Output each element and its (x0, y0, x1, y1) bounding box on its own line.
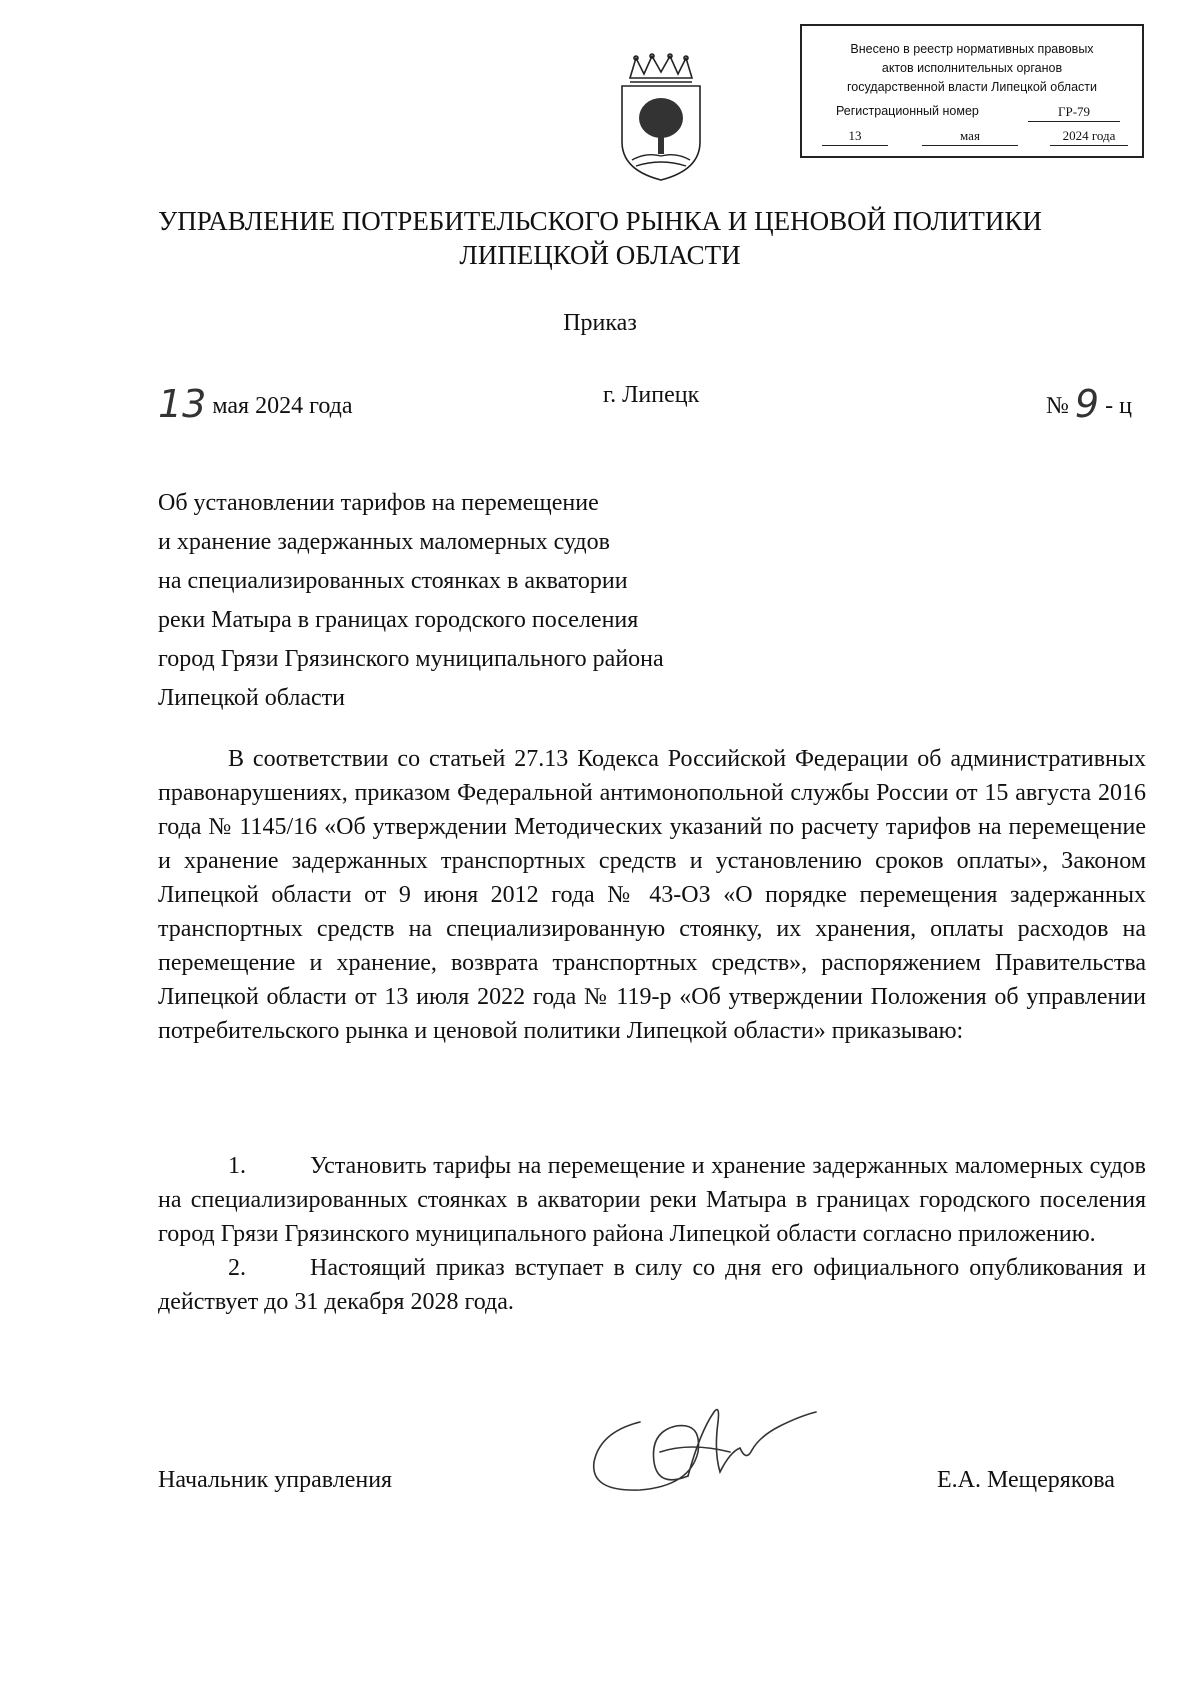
subject-line: реки Матыра в границах городского поселения (158, 607, 639, 633)
organization-line-2: ЛИПЕЦКОЙ ОБЛАСТИ (459, 240, 741, 270)
order-date-rest: мая 2024 года (212, 393, 353, 419)
registration-stamp (800, 24, 1144, 158)
order-date (158, 382, 353, 426)
order-number (1046, 382, 1132, 426)
signatory-name: Е.А. Мещерякова (937, 1467, 1115, 1493)
subject-line: Липецкой области (158, 685, 345, 711)
stamp-year: 2024 года (1050, 126, 1128, 146)
handwritten-signature-icon (580, 1392, 820, 1502)
order-city: г. Липецк (603, 382, 700, 408)
organization-name (100, 204, 1100, 272)
order-items (158, 1149, 1146, 1319)
stamp-reg-label: Регистрационный номер (836, 104, 979, 118)
stamp-registration (836, 102, 1126, 121)
order-item-text: Настоящий приказ вступает в силу со дня его официального опубликования и действует до 31 декабря 2028 года. (158, 1255, 1146, 1315)
order-item-number: 2. (228, 1255, 246, 1281)
subject-line: Об установлении тарифов на перемещение (158, 490, 599, 516)
document-type: Приказ (563, 310, 637, 336)
organization-line-1: УПРАВЛЕНИЕ ПОТРЕБИТЕЛЬСКОГО РЫНКА И ЦЕНОВОЙ ПОЛИТИКИ (158, 206, 1042, 236)
order-item-text: Установить тарифы на перемещение и хранение задержанных маломерных судов на специализированных стоянках в акватории реки Матыра в границах городского поселения город Грязи Грязинского муниципального района Липецкой области согласно приложению. (158, 1153, 1146, 1247)
preamble-text: В соответствии со статьей 27.13 Кодекса Российской Федерации об административных правонарушениях, приказом Федеральной антимонопольной службы России от 15 августа 2016 года № 1145/16 «Об утверждении Методических указаний по расчету тарифов на перемещение и хранение задержанных транспортных средств и установлению сроков оплаты», Законом Липецкой области от 9 июня 2012 года № 43-ОЗ «О порядке перемещения задержанных транспортных средств на специализированную стоянку, их хранения, оплаты расходов на перемещение и хранение, возврата транспортных средств», распоряжением Правительства Липецкой области от 13 июля 2022 года № 119-р «Об утверждении Положения об управлении потребительского рынка и ценовой политики Липецкой области» приказываю: (158, 746, 1146, 1044)
order-preamble (158, 742, 1146, 1048)
stamp-line-3: государственной власти Липецкой области (846, 80, 1098, 94)
order-day-handwritten: 13 (158, 382, 207, 426)
subject-line: город Грязи Грязинского муниципального района (158, 646, 664, 672)
stamp-date (822, 126, 1128, 146)
order-item-number: 1. (228, 1153, 246, 1179)
order-item (158, 1251, 1146, 1319)
subject-line: и хранение задержанных маломерных судов (158, 529, 610, 555)
order-subject (158, 484, 858, 718)
subject-line: на специализированных стоянках в акватории (158, 568, 628, 594)
order-number-suffix: - ц (1105, 393, 1132, 419)
stamp-line-1: Внесено в реестр нормативных правовых (850, 42, 1094, 56)
order-item (158, 1149, 1146, 1251)
stamp-reg-number: ГР-79 (1028, 102, 1120, 122)
order-number-prefix: № (1046, 393, 1069, 419)
stamp-month: мая (922, 126, 1018, 146)
order-number-handwritten: 9 (1074, 382, 1100, 426)
stamp-line-2: актов исполнительных органов (881, 61, 1063, 75)
signatory-role: Начальник управления (158, 1467, 393, 1493)
stamp-day: 13 (822, 126, 888, 146)
lipetsk-coat-of-arms-icon (616, 52, 706, 184)
